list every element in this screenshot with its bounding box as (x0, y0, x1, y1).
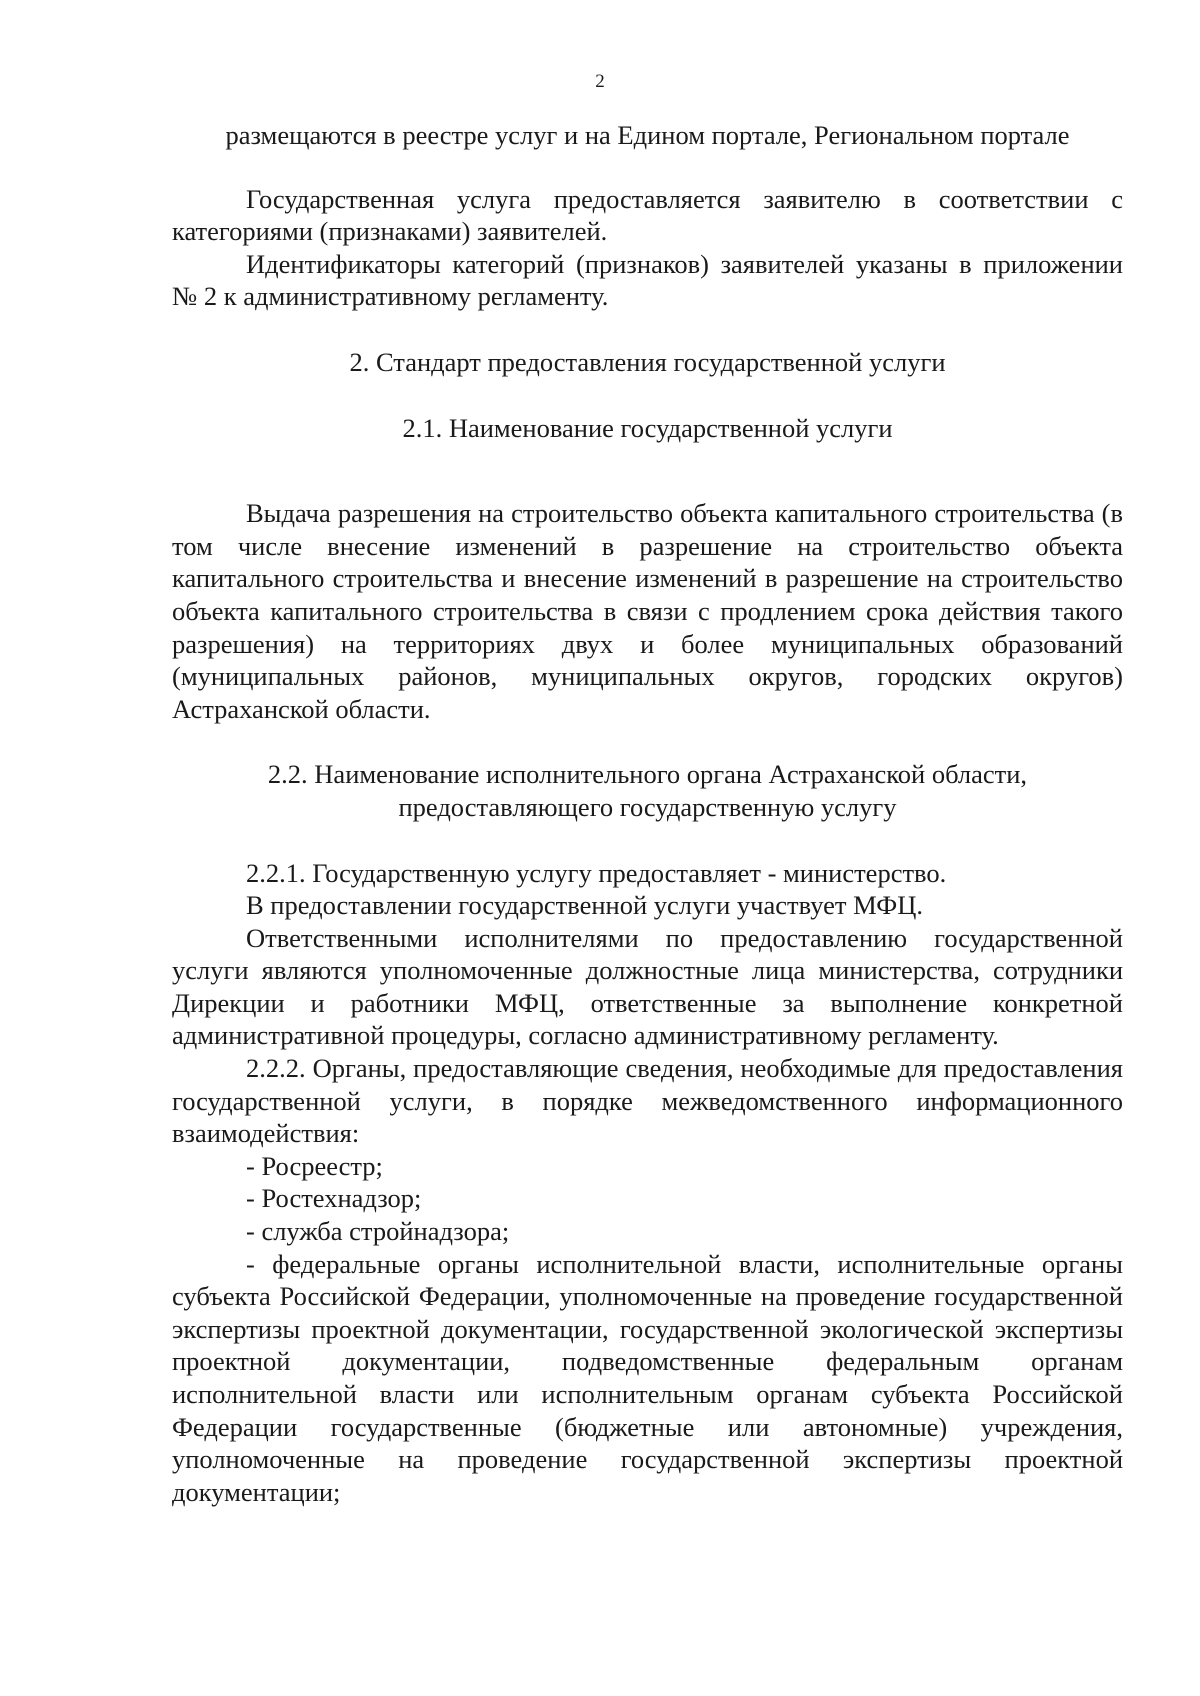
intro-line: размещаются в реестре услуг и на Едином портале, Региональном портале (225, 120, 1070, 150)
section-heading-2: 2. Стандарт предоставления государственной услуги (349, 346, 946, 377)
paragraph-2-2-1: 2.2.1. Государственную услугу предоставляет - министерство. (246, 857, 947, 888)
list-item-rostekhnadzor: - Ростехнадзор; (246, 1183, 422, 1214)
section-heading-2-2-line1: 2.2. Наименование исполнительного органа Астраханской области, (267, 759, 1028, 790)
list-item-stroynadzor: - служба стройнадзора; (246, 1216, 510, 1247)
paragraph-mfc: В предоставлении государственной услуги участвует МФЦ. (246, 890, 924, 921)
paragraph-2-2-2: 2.2.2. Органы, предоставляющие сведения, необходимые для предоставления государственной услуги, в порядке межведомственного информационного взаимодействия: (172, 1053, 1123, 1149)
paragraph-identifiers: Идентификаторы категорий (признаков) заявителей указаны в приложении № 2 к административному регламенту. (172, 248, 1123, 312)
section-heading-2-2-line2: предоставляющего государственную услугу (398, 791, 897, 822)
section-heading-2-1: 2.1. Наименование государственной услуги (402, 412, 893, 443)
paragraph-responsible: Ответственными исполнителями по предоставлению государственной услуги являются уполномоченные должностные лица министерства, сотрудники Дирекции и работники МФЦ, ответственные за выполнение конкретной административной процедуры, согласно административному регламенту. (172, 922, 1123, 1051)
paragraph-service-name: Выдача разрешения на строительство объекта капитального строительства (в том числе внесение изменений в разрешение на строительство объекта капитального строительства и внесение изменений в разрешение на строительство объекта капитального строительства в связи с продлением срока действия такого разрешения) на территориях двух и более муниципальных образований (муниципальных районов, муниципальных округов, городских округов) Астраханской области. (172, 498, 1123, 724)
document-body (172, 119, 1123, 1508)
list-item-federal-organs: - федеральные органы исполнительной власти, исполнительные органы субъекта Российской Федерации, уполномоченные на проведение государственной экспертизы проектной документации, государственной экологической экспертизы проектной документации, подведомственные федеральным органам исполнительной власти или исполнительным органам субъекта Российской Федерации государственные (бюджетные или автономные) учреждения, уполномоченные на проведение государственной экспертизы проектной документации; (172, 1248, 1123, 1507)
paragraph-service-provided: Государственная услуга предоставляется заявителю в соответствии с категориями (признаками) заявителей. (172, 183, 1123, 247)
list-item-rosreestr: - Росреестр; (246, 1150, 383, 1181)
page-number: 2 (595, 71, 605, 92)
